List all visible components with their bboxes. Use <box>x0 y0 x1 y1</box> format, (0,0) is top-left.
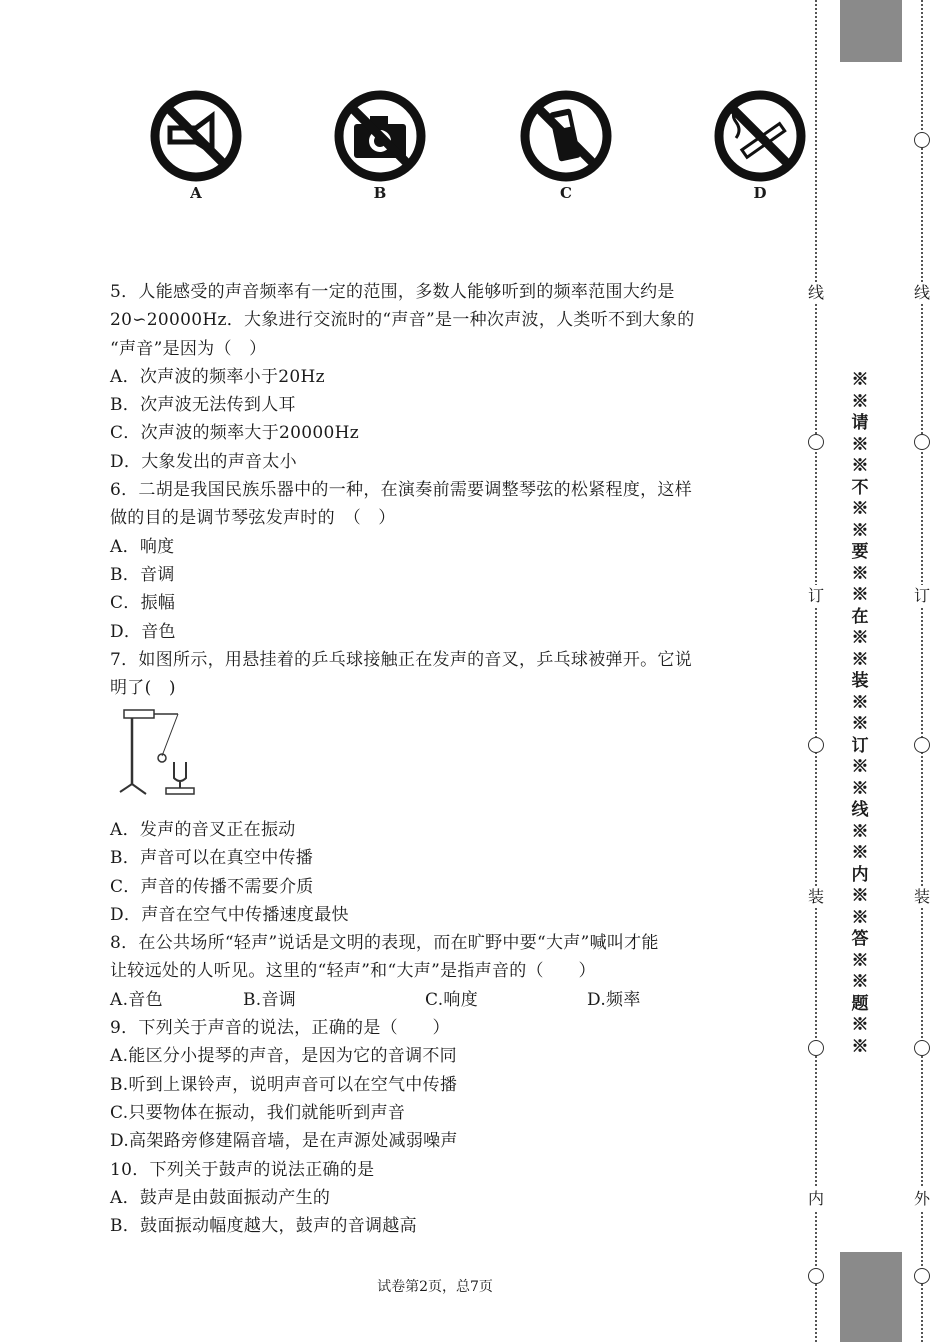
no-camera-icon <box>330 90 430 182</box>
sign-b-label: B <box>373 184 387 202</box>
question-6-stem-line: 做的目的是调节琴弦发声时的 （ ） <box>110 508 396 529</box>
circle-mark <box>808 737 824 753</box>
question-7-stem-line: 7．如图所示，用悬挂着的乒乓球接触正在发声的音叉，乒乓球被弹开。它说 <box>110 649 693 670</box>
outer-binding-line <box>912 0 932 1342</box>
circle-mark <box>914 132 930 148</box>
question-5 <box>110 278 760 702</box>
option-d: D．大象发出的声音太小 <box>110 451 297 472</box>
dotted-rule <box>921 0 923 1342</box>
question-stem-line: 20∽20000Hz．大象进行交流时的“声音”是一种次声波，人类听不到大象的 <box>110 310 695 331</box>
option-b: B．次声波无法传到人耳 <box>110 395 296 416</box>
circle-mark <box>914 737 930 753</box>
option-c: C．振幅 <box>110 593 176 614</box>
circle-mark <box>914 434 930 450</box>
question-6-stem-line: 6．二胡是我国民族乐器中的一种，在演奏前需要调整琴弦的松紧程度，这样 <box>110 480 693 501</box>
sign-b <box>330 90 430 202</box>
tuning-fork-figure <box>118 700 208 800</box>
option-c: C.响度 <box>425 989 479 1010</box>
circle-mark <box>914 1040 930 1056</box>
circle-mark <box>914 1268 930 1284</box>
binding-label: 订 <box>807 586 824 605</box>
option-d: D．音色 <box>110 621 176 642</box>
no-phone-icon <box>516 90 616 182</box>
circle-mark <box>808 434 824 450</box>
sign-a-label: A <box>190 184 202 202</box>
option-d: D．声音在空气中传播速度最快 <box>110 904 349 925</box>
option-a: A.音色 <box>110 989 163 1010</box>
no-smoking-icon <box>710 90 810 182</box>
circle-mark <box>808 1040 824 1056</box>
option-b: B.听到上课铃声，说明声音可以在空气中传播 <box>110 1074 458 1095</box>
prohibition-signs <box>110 90 830 220</box>
option-d: D.高架路旁修建隔音墙，是在声源处减弱噪声 <box>110 1131 458 1152</box>
question-stem-line: “声音”是因为（ ） <box>110 338 267 359</box>
option-a: A．响度 <box>110 536 175 557</box>
option-b: B．鼓面振动幅度越大，鼓声的音调越高 <box>110 1216 417 1237</box>
sign-a <box>146 90 246 202</box>
sign-c-label: C <box>560 184 572 202</box>
gray-block-bottom <box>840 1252 902 1342</box>
question-10-stem-line: 10．下列关于鼓声的说法正确的是 <box>110 1159 375 1180</box>
option-a: A．鼓声是由鼓面振动产生的 <box>110 1187 331 1208</box>
question-stem-line: 5．人能感受的声音频率有一定的范围，多数人能够听到的频率范围大约是 <box>110 282 675 302</box>
question-7-options <box>110 816 760 1240</box>
binding-label: 装 <box>807 887 824 906</box>
binding-label: 订 <box>913 586 930 605</box>
binding-label: 装 <box>913 887 930 906</box>
circle-mark <box>808 1268 824 1284</box>
option-a: A.能区分小提琴的声音，是因为它的音调不同 <box>110 1046 457 1067</box>
option-c: C．声音的传播不需要介质 <box>110 876 314 897</box>
binding-label: 线 <box>913 283 930 302</box>
option-c: C．次声波的频率大于20000Hz <box>110 423 359 444</box>
option-a: A．发声的音叉正在振动 <box>110 820 296 840</box>
sign-d-label: D <box>753 184 767 202</box>
binding-warning: ※※请※※不※※要※※在※※装※※订※※线※※内※※答※※题※※ <box>851 370 869 1057</box>
question-8-options <box>110 986 760 1014</box>
question-7-stem-line: 明了( ) <box>110 678 176 699</box>
binding-label: 外 <box>913 1189 930 1208</box>
option-b: B．音调 <box>110 564 175 585</box>
option-c: C.只要物体在振动，我们就能听到声音 <box>110 1102 406 1123</box>
option-a: A．次声波的频率小于20Hz <box>110 366 325 387</box>
binding-label: 线 <box>807 283 824 302</box>
option-b: B．声音可以在真空中传播 <box>110 848 314 869</box>
question-9-stem-line: 9．下列关于声音的说法，正确的是（ ） <box>110 1018 450 1039</box>
question-8-stem-line: 8．在公共场所“轻声”说话是文明的表现，而在旷野中要“大声”喊叫才能 <box>110 933 659 954</box>
dotted-rule <box>815 0 817 1342</box>
no-horn-icon <box>146 90 246 182</box>
question-8-stem-line: 让较远处的人听见。这里的“轻声”和“大声”是指声音的（ ） <box>110 961 596 982</box>
inner-binding-line <box>806 0 826 1342</box>
option-d: D.频率 <box>587 989 641 1010</box>
page-footer: 试卷第2页，总7页 <box>377 1279 493 1295</box>
sign-c <box>516 90 616 202</box>
gray-block-top <box>840 0 902 62</box>
sign-d <box>710 90 810 202</box>
binding-label: 内 <box>807 1189 824 1208</box>
option-b: B.音调 <box>243 989 297 1010</box>
